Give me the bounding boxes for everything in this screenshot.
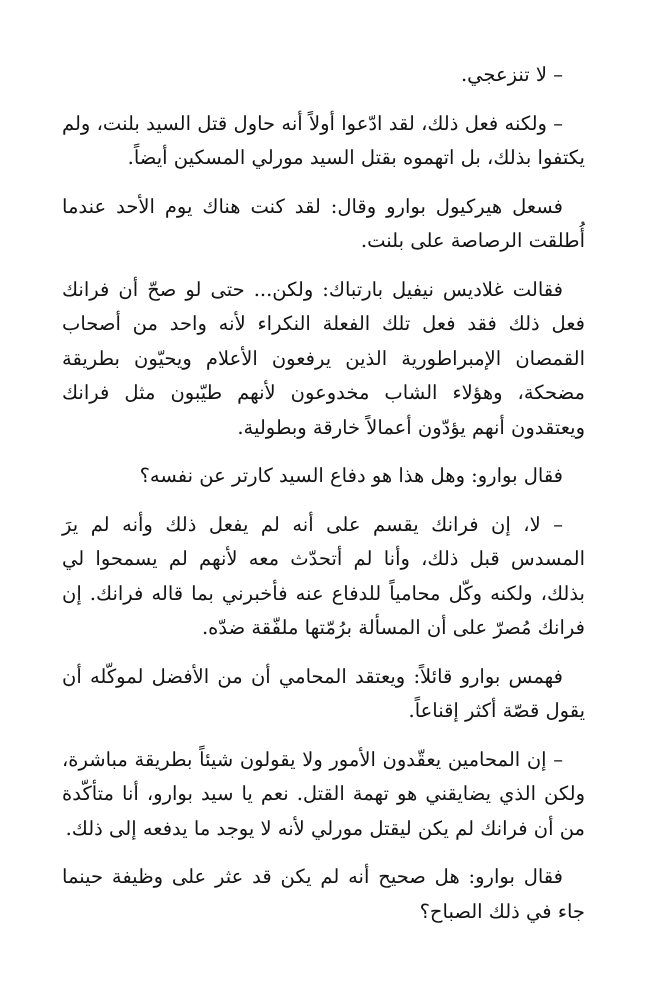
paragraph: فهمس بوارو قائلاً: ويعتقد المحامي أن من الأفضل لموكّله أن يقول قصّة أكثر إقناعاً. [62,664,585,722]
paragraph: فسعل هيركيول بوارو وقال: لقد كنت هناك يوم الأحد عندما أُطلقت الرصاصة على بلنت. [62,194,585,252]
paragraph: فقال بوارو: هل صحيح أنه لم يكن قد عثر على وظيفة حينما جاء في ذلك الصباح؟ [62,865,585,923]
paragraph: – لا تنزعجي. [460,63,563,86]
paragraph: فقال بوارو: وهل هذا هو دفاع السيد كارتر عن نفسه؟ [139,464,563,487]
paragraph: – لا، إن فرانك يقسم على أنه لم يفعل ذلك وأنه لم يرَ المسدس قبل ذلك، وأنا لم أتحدّث معه لأنهم لم يسمحوا لي بذلك، ولكنه وكّل محامياً للدفاع عنه فأخبرني بما قاله فرانك. إن فرانك مُصرّ على أن المسألة برُمّتها ملفّقة ضدّه. [62,512,585,639]
paragraph: – إن المحامين يعقّدون الأمور ولا يقولون شيئاً بطريقة مباشرة، ولكن الذي يضايقني هو تهمة القتل. نعم يا سيد بوارو، أنا متأكّدة من أن فرانك لم يكن ليقتل مورلي لأنه لا يوجد ما يدفعه إلى ذلك. [62,747,585,840]
paragraph: – ولكنه فعل ذلك، لقد ادّعوا أولاً أنه حاول قتل السيد بلنت، ولم يكتفوا بذلك، بل اتهموه بقتل السيد مورلي المسكين أيضاً. [62,111,585,169]
paragraph: فقالت غلاديس نيفيل بارتباك: ولكن... حتى لو صحّ أن فرانك فعل ذلك فقد فعل تلك الفعلة النكراء لأنه واحد من أصحاب القمصان الإمبراطورية الذين يرفعون الأعلام ويحيّون بطريقة مضحكة، وهؤلاء الشاب مخدوعون لأنهم طيّبون مثل فرانك ويعتقدون أنهم يؤدّون أعمالاً خارقة وبطولية. [62,277,585,439]
